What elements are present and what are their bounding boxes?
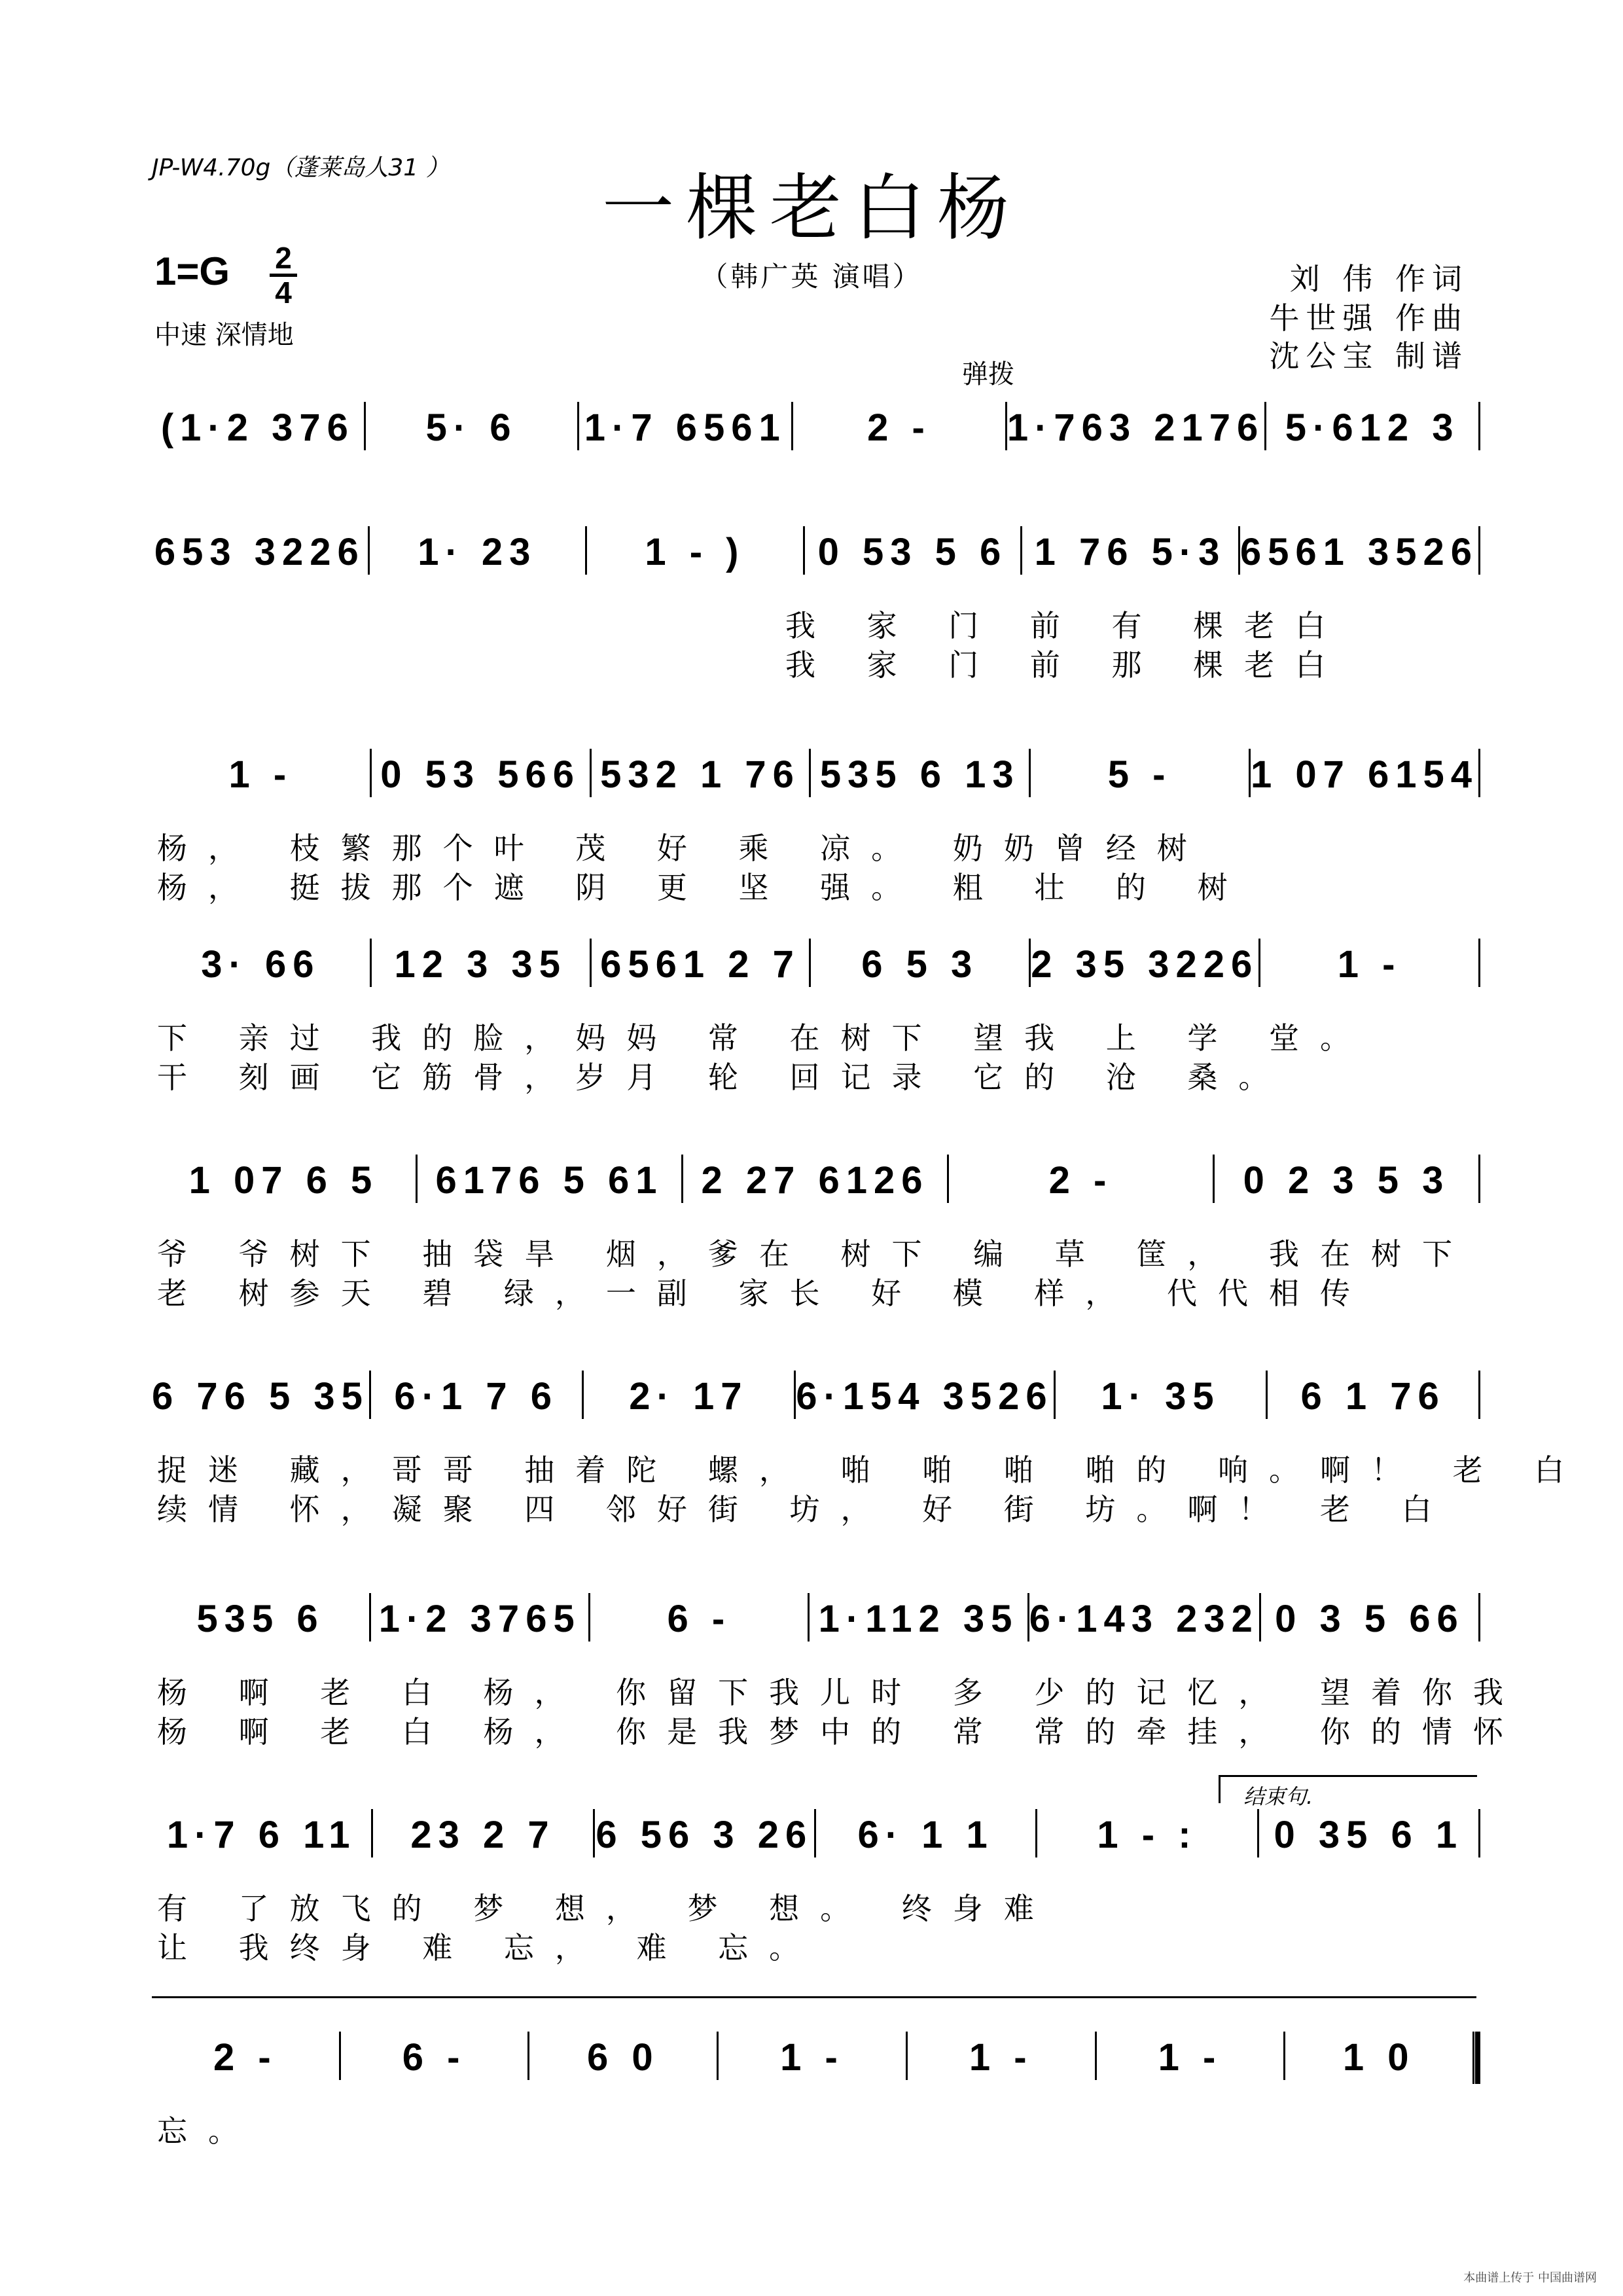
notes-row — [152, 1158, 1480, 1211]
lyric-line-1: 爷 爷树下 抽袋旱 烟，爹在 树下 编 草 筐， 我在树下 — [157, 1236, 1473, 1272]
measure: 5· 6 — [425, 406, 518, 449]
notes-row — [152, 753, 1480, 805]
measure: 0 2 3 5 3 — [1243, 1159, 1450, 1202]
measure: 6561 3526 — [1240, 531, 1478, 573]
measure: 1 0 — [1342, 2036, 1416, 2079]
lyric-line-2: 让 我终身 难 忘， 难 忘。 — [157, 1930, 821, 1965]
system-8 — [152, 2036, 1480, 2088]
measure: 2 - — [1048, 1159, 1113, 1202]
annotation-ending: 结束句. — [1243, 1784, 1313, 1809]
measure: 1 - : — [1097, 1814, 1198, 1856]
barline — [1478, 749, 1480, 797]
measure: 1 - — [1337, 943, 1402, 986]
measure: 1· 35 — [1101, 1375, 1221, 1418]
measure: 1·7 6 11 — [166, 1814, 357, 1856]
notes-row — [152, 1374, 1480, 1427]
lyric-line-1: 下 亲过 我的脸，妈妈 常 在树下 望我 上 学 堂。 — [157, 1020, 1371, 1056]
measure: 0 35 6 1 — [1274, 1814, 1464, 1856]
measure: 2 35 3226 — [1031, 943, 1259, 986]
measure: 653 3226 — [154, 531, 365, 573]
measure: 2 - — [213, 2036, 277, 2079]
measure: 2 - — [867, 406, 931, 449]
measure: 3· 66 — [201, 943, 321, 986]
barline — [1478, 1809, 1480, 1857]
measure: 6 5 3 — [861, 943, 979, 986]
system-0 — [152, 406, 1480, 458]
measure: 1·7 6561 — [584, 406, 787, 449]
measure: 0 53 566 — [380, 753, 581, 796]
composer-credit: 牛世强 作曲 — [1269, 300, 1469, 336]
measure: 1·112 35 — [818, 1598, 1019, 1640]
final-system-line — [152, 1996, 1476, 1998]
measure: 12 3 35 — [394, 943, 567, 986]
measure: 1 - — [1158, 2036, 1222, 2079]
measure: 6561 2 7 — [600, 943, 800, 986]
system-7 — [152, 1813, 1480, 1865]
barline — [1478, 1593, 1480, 1641]
notes-row — [152, 2036, 1480, 2088]
lyric-line-2: 老 树参天 碧 绿，一副 家长 好 模 样， 代代相传 — [157, 1276, 1371, 1311]
measure: 6·154 3526 — [796, 1375, 1054, 1418]
measure: 0 53 5 6 — [817, 531, 1008, 573]
measure: 1·763 2176 — [1007, 406, 1265, 449]
song-title: 一棵老白杨 — [602, 166, 1021, 250]
measure: 532 1 76 — [600, 753, 800, 796]
measure: 6 1 76 — [1300, 1375, 1446, 1418]
measure: 6· 1 1 — [857, 1814, 994, 1856]
measure: 6·1 7 6 — [394, 1375, 558, 1418]
barline — [1478, 939, 1480, 987]
measure: 2· 17 — [629, 1375, 749, 1418]
lyric-line-2: 我 家 门 前 那 棵老白 — [785, 647, 1347, 683]
measure: 5 - — [1107, 753, 1172, 796]
measure: 23 2 7 — [410, 1814, 556, 1856]
measure: 6 - — [402, 2036, 467, 2079]
system-6 — [152, 1597, 1480, 1649]
barline — [1478, 1371, 1480, 1419]
barline — [1478, 526, 1480, 575]
notes-row — [152, 1597, 1480, 1649]
measure: 6 76 5 35 — [152, 1375, 369, 1418]
arranger-credit: 沈公宝 制谱 — [1269, 338, 1469, 374]
measure: (1·2 376 — [160, 406, 355, 449]
tempo-marking: 中速 深情地 — [154, 320, 294, 350]
notes-row — [152, 1813, 1480, 1865]
notes-row — [152, 530, 1480, 583]
lyric-line-2: 杨 啊 老 白 杨， 你是我梦中的 常 常的牵挂， 你的情怀 — [157, 1714, 1524, 1749]
system-1 — [152, 530, 1480, 583]
measure: 1 07 6154 — [1250, 753, 1479, 796]
measure: 6176 5 61 — [435, 1159, 664, 1202]
measure: 1 07 6 5 — [188, 1159, 379, 1202]
notes-row — [152, 406, 1480, 458]
score-code: JP-W4.70g（蓬莱岛人31 ） — [152, 154, 450, 181]
measure: 1· 23 — [418, 531, 537, 573]
notes-row — [152, 942, 1480, 995]
measure: 0 3 5 66 — [1275, 1598, 1465, 1640]
measure: 1 - — [780, 2036, 844, 2079]
measure: 1 76 5·3 — [1034, 531, 1226, 573]
barline — [1478, 1155, 1480, 1203]
performer: （韩广英 演唱） — [700, 260, 923, 293]
system-3 — [152, 942, 1480, 995]
measure: 2 27 6126 — [701, 1159, 929, 1202]
measure: 535 6 — [196, 1598, 325, 1640]
measure: 535 6 13 — [819, 753, 1020, 796]
barline — [1478, 402, 1480, 450]
measure: 6 56 3 26 — [596, 1814, 813, 1856]
measure: 1 - — [228, 753, 293, 796]
barline — [1472, 2032, 1480, 2084]
annotation-tanbo: 弹拨 — [962, 359, 1014, 389]
time-signature-top: 2 — [275, 241, 292, 275]
key-signature: 1=G — [154, 249, 230, 293]
lyric-line-2: 干 刻画 它筋骨，岁月 轮 回记录 它的 沧 桑。 — [157, 1060, 1290, 1095]
measure: 1 - — [969, 2036, 1033, 2079]
measure: 5·612 3 — [1285, 406, 1460, 449]
lyric-line-1: 捉迷 藏，哥哥 抽着陀 螺， 啪 啪 啪 啪的 响。啊！ 老 白 — [157, 1452, 1586, 1488]
lyric-line-1: 我 家 门 前 有 棵老白 — [785, 608, 1347, 643]
measure: 1·2 3765 — [378, 1598, 581, 1640]
system-2 — [152, 753, 1480, 805]
measure: 6 0 — [586, 2036, 660, 2079]
lyric-line-1: 有 了放飞的 梦 想， 梦 想。 终身难 — [157, 1891, 1055, 1926]
system-4 — [152, 1158, 1480, 1211]
lyric-line-1: 杨 啊 老 白 杨， 你留下我儿时 多 少的记忆， 望着你我 — [157, 1675, 1524, 1710]
lyric-line-1: 忘。 — [157, 2113, 259, 2149]
footer-credit: 本曲谱上传于 中国曲谱网 — [1463, 2271, 1597, 2285]
measure: 1 - ) — [645, 531, 745, 573]
system-5 — [152, 1374, 1480, 1427]
lyric-line-2: 杨， 挺拔那个遮 阴 更 坚 强。 粗 壮 的 树 — [157, 870, 1249, 905]
lyric-line-2: 续情 怀，凝聚 四 邻好街 坊， 好 街 坊。啊！ 老 白 — [157, 1492, 1453, 1527]
time-signature-bottom: 4 — [275, 276, 292, 310]
measure: 6·143 232 — [1029, 1598, 1259, 1640]
lyric-line-1: 杨， 枝繁那个叶 茂 好 乘 凉。 奶奶曾经树 — [157, 831, 1208, 866]
lyricist-credit: 刘 伟 作词 — [1289, 261, 1469, 296]
measure: 6 - — [667, 1598, 732, 1640]
